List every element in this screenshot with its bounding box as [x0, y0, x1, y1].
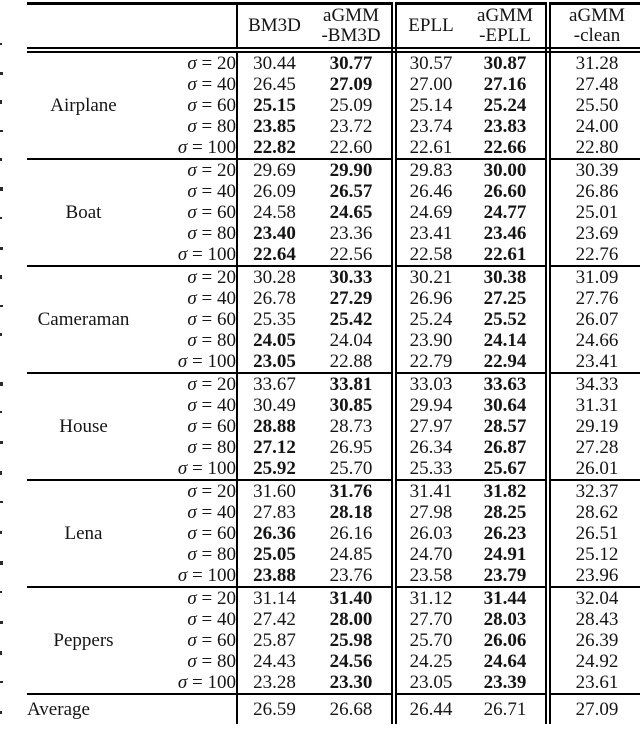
average-row	[27, 694, 640, 724]
psnr-value: 31.28	[575, 53, 619, 74]
table-row	[27, 266, 640, 288]
psnr-value: 26.51	[575, 523, 619, 544]
sigma-label	[140, 351, 237, 373]
sigma-text: σ = 40	[187, 181, 236, 202]
edge-text-fragment	[0, 247, 3, 250]
psnr-value: 28.88	[253, 416, 296, 437]
psnr-value: 26.07	[575, 309, 619, 330]
edge-text-fragment	[0, 158, 2, 161]
sigma-text: σ = 100	[177, 244, 236, 265]
psnr-value: 25.01	[575, 202, 619, 223]
psnr-value: 33.67	[253, 374, 296, 395]
col-header-line2: -EPLL	[479, 25, 531, 46]
psnr-value: 23.96	[548, 565, 640, 587]
psnr-value: 30.64	[465, 395, 548, 416]
header-row	[27, 4, 640, 51]
sigma-text: σ = 80	[187, 544, 236, 565]
psnr-value: 23.76	[311, 565, 394, 587]
psnr-value: 24.65	[311, 202, 394, 223]
psnr-value: 31.76	[311, 480, 394, 502]
sigma-text: σ = 100	[177, 672, 236, 693]
psnr-value: 25.67	[465, 458, 548, 480]
sigma-text: σ = 60	[187, 309, 236, 330]
psnr-value: 24.85	[311, 544, 394, 565]
col-header-line1: aGMM	[323, 5, 379, 26]
edge-text-fragment	[0, 187, 3, 191]
psnr-value: 30.57	[409, 53, 453, 74]
psnr-value: 22.64	[237, 244, 311, 266]
psnr-value: 31.60	[253, 481, 296, 502]
image-name-label: Boat	[27, 159, 140, 266]
psnr-value: 23.36	[311, 223, 394, 244]
psnr-value: 26.57	[311, 181, 394, 202]
psnr-value: 24.69	[409, 202, 453, 223]
psnr-value: 31.40	[311, 587, 394, 609]
psnr-value: 28.25	[465, 502, 548, 523]
psnr-value: 28.62	[575, 502, 619, 523]
edge-text-fragment	[0, 531, 2, 534]
sigma-text: σ = 40	[187, 74, 236, 95]
col-header-line2: -BM3D	[321, 25, 381, 46]
psnr-value: 26.46	[409, 181, 453, 202]
psnr-value: 23.30	[311, 672, 394, 694]
psnr-value: 22.94	[465, 351, 548, 373]
psnr-value: 23.46	[465, 223, 548, 244]
psnr-value: 24.00	[575, 116, 619, 137]
edge-text-fragment	[0, 411, 2, 413]
sigma-text: σ = 60	[187, 630, 236, 651]
edge-text-fragment	[0, 305, 3, 307]
psnr-value: 25.15	[253, 95, 296, 116]
edge-text-fragment	[0, 561, 3, 565]
image-name-label: Cameraman	[27, 266, 140, 373]
psnr-value: 26.45	[253, 74, 296, 95]
table-body	[27, 50, 640, 724]
sigma-label	[140, 266, 237, 288]
psnr-value: 31.41	[409, 481, 453, 502]
sigma-label	[140, 437, 237, 458]
image-name-label: Peppers	[27, 587, 140, 694]
psnr-value: 30.21	[409, 267, 453, 288]
psnr-value: 27.42	[253, 609, 296, 630]
sigma-label	[140, 288, 237, 309]
psnr-value: 23.05	[237, 351, 311, 373]
edge-text-fragment	[0, 100, 2, 104]
psnr-value: 23.79	[465, 565, 548, 587]
psnr-value: 22.61	[465, 244, 548, 266]
sigma-label	[140, 50, 237, 74]
sigma-label	[140, 330, 237, 351]
psnr-value: 27.83	[253, 502, 296, 523]
sigma-text: σ = 20	[187, 481, 236, 502]
average-psnr-value: 27.09	[575, 699, 619, 720]
sigma-text: σ = 20	[187, 588, 236, 609]
psnr-value: 25.92	[237, 458, 311, 480]
psnr-value: 24.58	[253, 202, 296, 223]
sigma-label	[140, 565, 237, 587]
psnr-value: 24.05	[253, 330, 296, 351]
psnr-value: 26.34	[409, 437, 453, 458]
psnr-value: 22.79	[394, 351, 465, 373]
psnr-value: 22.61	[394, 137, 465, 159]
sigma-text: σ = 60	[187, 202, 236, 223]
sigma-label	[140, 609, 237, 630]
col-header-line1: BM3D	[248, 15, 301, 36]
psnr-value: 23.74	[409, 116, 453, 137]
psnr-value: 25.24	[465, 95, 548, 116]
edge-text-fragment	[0, 621, 3, 624]
psnr-value: 23.41	[548, 351, 640, 373]
table-row	[27, 373, 640, 395]
psnr-value: 23.85	[253, 116, 296, 137]
psnr-value: 30.77	[311, 50, 394, 74]
edge-text-fragment	[0, 711, 2, 714]
psnr-value: 29.90	[311, 159, 394, 181]
sigma-text: σ = 20	[187, 53, 236, 74]
psnr-value: 24.70	[409, 544, 453, 565]
edge-text-fragment	[0, 43, 2, 45]
psnr-value: 24.43	[253, 651, 296, 672]
edge-text-fragment	[0, 471, 2, 475]
edge-text-fragment	[0, 501, 3, 503]
edge-text-fragment	[0, 130, 3, 132]
psnr-value: 26.78	[253, 288, 296, 309]
psnr-value: 23.58	[394, 565, 465, 587]
col-header-agmm-epll	[465, 4, 548, 51]
psnr-value: 25.42	[311, 309, 394, 330]
psnr-value: 24.64	[465, 651, 548, 672]
sigma-label	[140, 480, 237, 502]
psnr-value: 22.60	[311, 137, 394, 159]
psnr-value: 33.81	[311, 373, 394, 395]
col-header-line2: -clean	[573, 25, 621, 46]
col-header-agmm-bm3d	[311, 4, 394, 51]
psnr-value: 30.39	[575, 160, 619, 181]
average-label: Average	[27, 694, 237, 724]
psnr-value: 29.69	[253, 160, 296, 181]
psnr-value: 25.24	[409, 309, 453, 330]
psnr-value: 28.73	[311, 416, 394, 437]
psnr-value: 24.14	[465, 330, 548, 351]
psnr-value: 30.49	[253, 395, 296, 416]
sigma-label	[140, 502, 237, 523]
psnr-value: 25.70	[311, 458, 394, 480]
psnr-value: 23.83	[465, 116, 548, 137]
psnr-value: 30.44	[253, 53, 296, 74]
psnr-value: 26.16	[311, 523, 394, 544]
psnr-value: 26.87	[465, 437, 548, 458]
psnr-value: 26.09	[253, 181, 296, 202]
psnr-value: 25.14	[409, 95, 453, 116]
psnr-value: 22.80	[548, 137, 640, 159]
psnr-value: 28.57	[465, 416, 548, 437]
psnr-value: 27.97	[409, 416, 453, 437]
psnr-value: 22.66	[465, 137, 548, 159]
sigma-label	[140, 458, 237, 480]
psnr-value: 27.09	[311, 74, 394, 95]
psnr-value: 28.18	[311, 502, 394, 523]
edge-text-fragment	[0, 382, 3, 386]
psnr-value: 23.40	[253, 223, 296, 244]
psnr-value: 27.16	[465, 74, 548, 95]
psnr-value: 25.50	[575, 95, 619, 116]
col-header-line1: EPLL	[408, 15, 454, 36]
image-name-label: Lena	[27, 480, 140, 587]
psnr-value: 23.88	[237, 565, 311, 587]
sigma-label	[140, 244, 237, 266]
edge-text-fragment	[0, 681, 3, 683]
sigma-label	[140, 587, 237, 609]
edge-text-fragment	[0, 217, 2, 219]
psnr-value: 26.96	[409, 288, 453, 309]
sigma-text: σ = 20	[187, 160, 236, 181]
average-psnr-value: 26.68	[311, 694, 394, 724]
psnr-value: 24.04	[311, 330, 394, 351]
sigma-text: σ = 60	[187, 95, 236, 116]
sigma-text: σ = 80	[187, 116, 236, 137]
image-name-label: Airplane	[27, 50, 140, 159]
sigma-label	[140, 223, 237, 244]
psnr-value: 23.90	[409, 330, 453, 351]
sigma-label	[140, 544, 237, 565]
psnr-value: 29.94	[409, 395, 453, 416]
psnr-value: 30.28	[253, 267, 296, 288]
psnr-value: 22.88	[311, 351, 394, 373]
psnr-value: 30.00	[465, 159, 548, 181]
sigma-label	[140, 95, 237, 116]
col-header-bm3d	[237, 4, 311, 51]
psnr-value: 27.28	[575, 437, 619, 458]
psnr-value: 26.23	[465, 523, 548, 544]
sigma-text: σ = 80	[187, 330, 236, 351]
sigma-label	[140, 181, 237, 202]
psnr-value: 32.04	[575, 588, 619, 609]
psnr-value: 24.66	[575, 330, 619, 351]
psnr-value: 28.03	[465, 609, 548, 630]
psnr-value: 25.12	[575, 544, 619, 565]
psnr-value: 27.29	[311, 288, 394, 309]
psnr-value: 27.98	[409, 502, 453, 523]
col-header-agmm-clean	[548, 4, 640, 51]
psnr-value: 23.69	[575, 223, 619, 244]
average-psnr-value: 26.71	[465, 694, 548, 724]
psnr-value: 26.60	[465, 181, 548, 202]
psnr-value: 24.56	[311, 651, 394, 672]
psnr-value: 26.39	[575, 630, 619, 651]
table-row	[27, 480, 640, 502]
psnr-value: 26.01	[548, 458, 640, 480]
sigma-label	[140, 630, 237, 651]
psnr-value: 26.86	[575, 181, 619, 202]
results-table	[27, 2, 640, 724]
psnr-value: 30.38	[465, 266, 548, 288]
psnr-value: 26.36	[253, 523, 296, 544]
psnr-value: 25.52	[465, 309, 548, 330]
psnr-value: 27.00	[409, 74, 453, 95]
average-psnr-value: 26.59	[253, 699, 296, 720]
psnr-value: 23.39	[465, 672, 548, 694]
psnr-value: 25.09	[311, 95, 394, 116]
psnr-value: 23.72	[311, 116, 394, 137]
sigma-text: σ = 80	[187, 437, 236, 458]
sigma-label	[140, 202, 237, 223]
psnr-value: 25.33	[394, 458, 465, 480]
sigma-text: σ = 100	[177, 351, 236, 372]
sigma-text: σ = 80	[187, 223, 236, 244]
col-header-line1: aGMM	[477, 5, 533, 26]
psnr-value: 22.82	[237, 137, 311, 159]
psnr-value: 25.05	[253, 544, 296, 565]
psnr-value: 24.92	[575, 651, 619, 672]
sigma-text: σ = 60	[187, 523, 236, 544]
psnr-value: 24.77	[465, 202, 548, 223]
psnr-value: 27.48	[575, 74, 619, 95]
psnr-value: 29.19	[575, 416, 619, 437]
psnr-value: 31.44	[465, 587, 548, 609]
psnr-value: 25.98	[311, 630, 394, 651]
psnr-value: 30.87	[465, 50, 548, 74]
sigma-label	[140, 672, 237, 694]
psnr-value: 28.43	[575, 609, 619, 630]
edge-text-fragment	[0, 441, 3, 444]
sigma-text: σ = 40	[187, 288, 236, 309]
header-corner-cell	[27, 4, 237, 51]
sigma-label	[140, 309, 237, 330]
image-name-label: House	[27, 373, 140, 480]
average-psnr-value: 26.44	[409, 699, 453, 720]
psnr-value: 34.33	[575, 374, 619, 395]
psnr-value: 23.61	[548, 672, 640, 694]
sigma-label	[140, 373, 237, 395]
psnr-value: 23.05	[394, 672, 465, 694]
sigma-text: σ = 100	[177, 458, 236, 479]
psnr-value: 27.12	[253, 437, 296, 458]
psnr-value: 33.03	[409, 374, 453, 395]
psnr-value: 31.82	[465, 480, 548, 502]
sigma-text: σ = 40	[187, 609, 236, 630]
psnr-value: 30.33	[311, 266, 394, 288]
sigma-label	[140, 74, 237, 95]
psnr-value: 26.06	[465, 630, 548, 651]
psnr-value: 26.03	[409, 523, 453, 544]
sigma-text: σ = 20	[187, 374, 236, 395]
table-row	[27, 50, 640, 74]
sigma-label	[140, 651, 237, 672]
sigma-text: σ = 40	[187, 395, 236, 416]
col-header-line1: aGMM	[569, 5, 625, 26]
edge-text-fragment	[0, 651, 2, 655]
psnr-value: 22.56	[311, 244, 394, 266]
sigma-label	[140, 395, 237, 416]
sigma-text: σ = 60	[187, 416, 236, 437]
psnr-value: 31.14	[253, 588, 296, 609]
psnr-value: 22.76	[548, 244, 640, 266]
psnr-value: 23.41	[409, 223, 453, 244]
sigma-label	[140, 523, 237, 544]
sigma-text: σ = 20	[187, 267, 236, 288]
sigma-text: σ = 80	[187, 651, 236, 672]
psnr-value: 22.58	[394, 244, 465, 266]
sigma-label	[140, 137, 237, 159]
psnr-value: 31.09	[575, 267, 619, 288]
sigma-label	[140, 159, 237, 181]
table-row	[27, 159, 640, 181]
col-header-epll	[394, 4, 465, 51]
edge-text-fragment	[0, 333, 2, 336]
sigma-label	[140, 116, 237, 137]
psnr-value: 23.28	[237, 672, 311, 694]
psnr-value: 24.91	[465, 544, 548, 565]
psnr-value: 28.00	[311, 609, 394, 630]
table-row	[27, 587, 640, 609]
psnr-value: 30.85	[311, 395, 394, 416]
psnr-value: 27.25	[465, 288, 548, 309]
psnr-value: 27.70	[409, 609, 453, 630]
psnr-value: 25.70	[409, 630, 453, 651]
psnr-value: 24.25	[409, 651, 453, 672]
psnr-value: 27.76	[575, 288, 619, 309]
psnr-value: 25.87	[253, 630, 296, 651]
edge-text-fragment	[0, 72, 3, 75]
psnr-value: 26.95	[311, 437, 394, 458]
psnr-value: 31.31	[575, 395, 619, 416]
psnr-value: 31.12	[409, 588, 453, 609]
sigma-text: σ = 100	[177, 565, 236, 586]
sigma-text: σ = 40	[187, 502, 236, 523]
sigma-text: σ = 100	[177, 137, 236, 158]
sigma-label	[140, 416, 237, 437]
psnr-value: 25.35	[253, 309, 296, 330]
edge-text-fragment	[0, 591, 2, 593]
edge-text-fragment	[0, 275, 2, 279]
psnr-value: 29.83	[409, 160, 453, 181]
psnr-value: 32.37	[575, 481, 619, 502]
psnr-value: 33.63	[465, 373, 548, 395]
